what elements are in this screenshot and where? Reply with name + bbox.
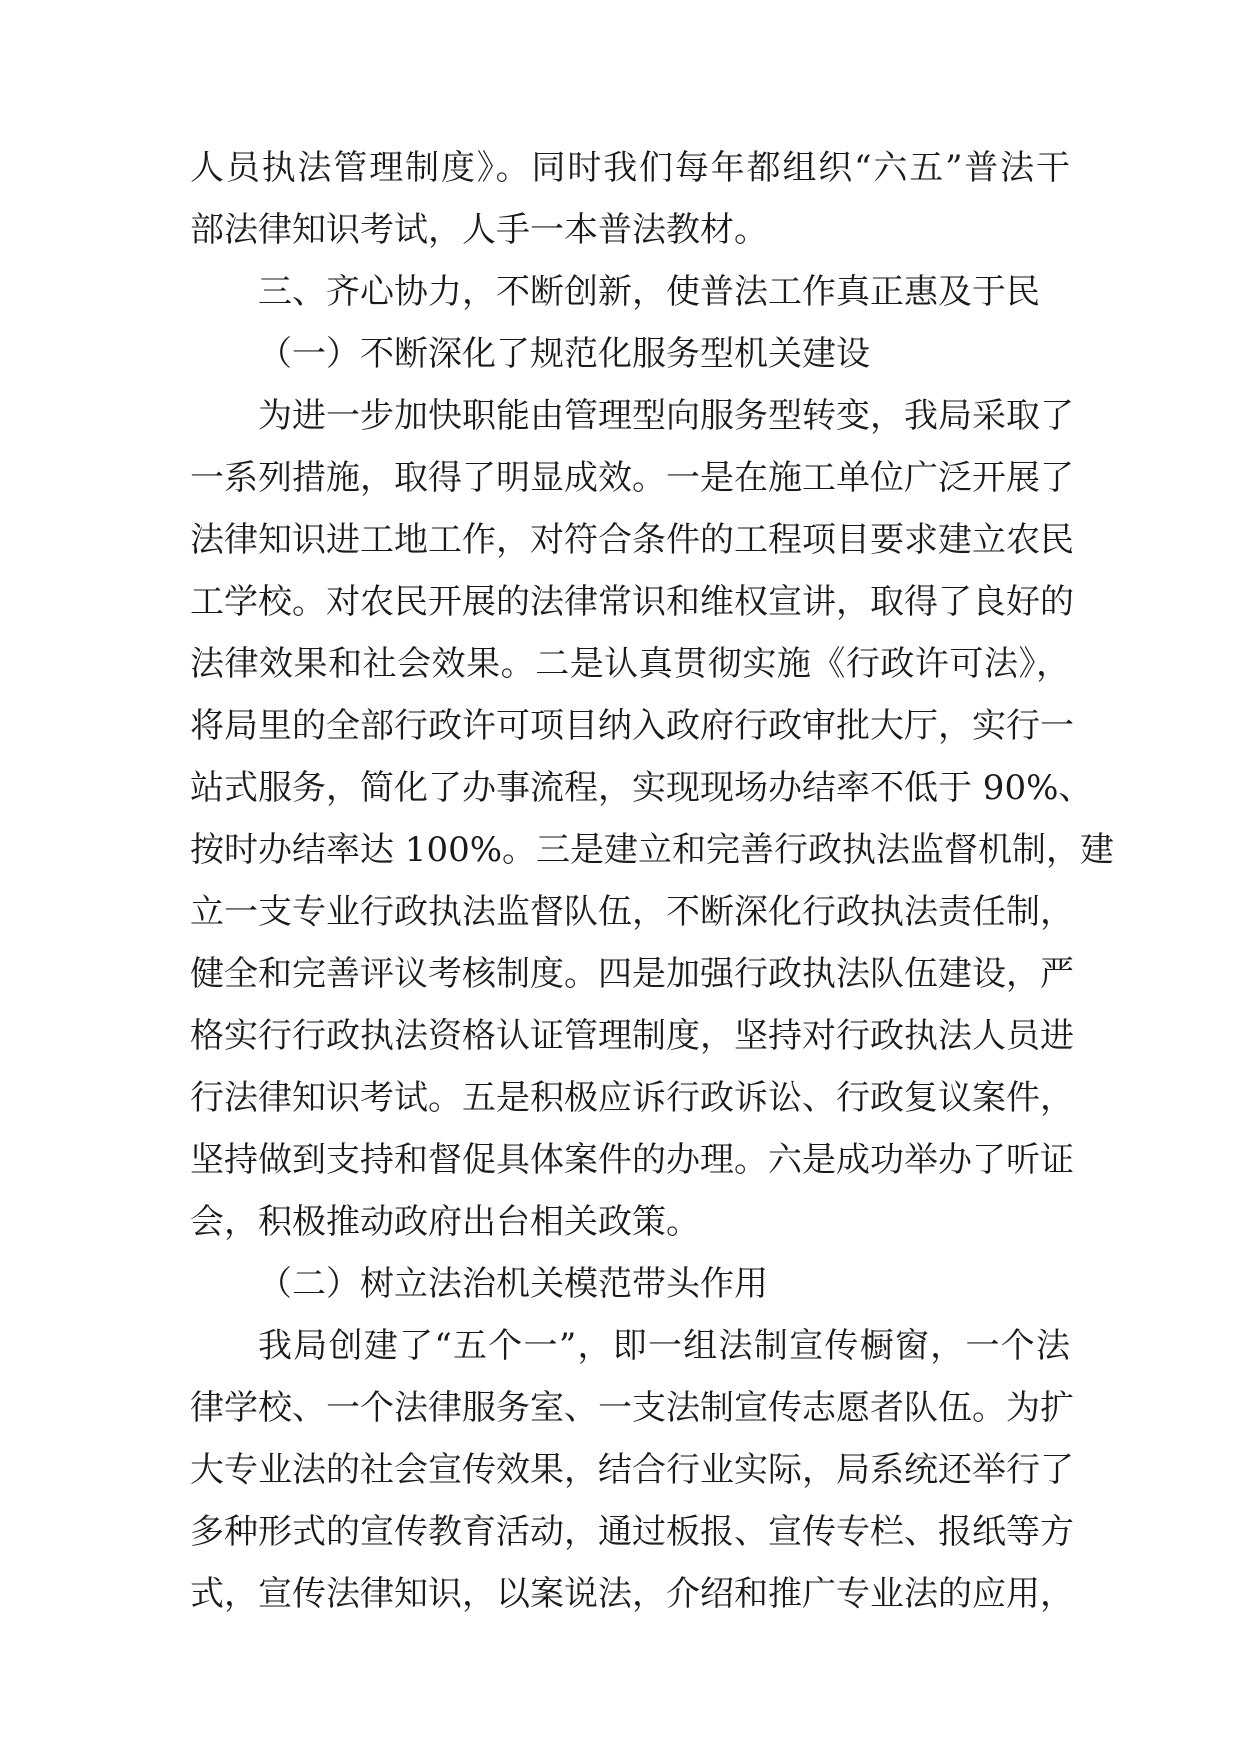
text-line: 将局里的全部行政许可项目纳入政府行政审批大厅，实行一 bbox=[190, 706, 1074, 746]
subsection-heading: （二）树立法治机关模范带头作用 bbox=[258, 1264, 768, 1304]
section-heading: 三、齐心协力，不断创新，使普法工作真正惠及于民 bbox=[258, 272, 1040, 312]
text-line: 一系列措施，取得了明显成效。一是在施工单位广泛开展了 bbox=[190, 458, 1074, 498]
text-line: 我局创建了“五个一”，即一组法制宣传橱窗，一个法 bbox=[258, 1326, 1070, 1366]
text-line: 按时办结率达 100%。三是建立和完善行政执法监督机制，建 bbox=[190, 830, 1115, 870]
text-line: 格实行行政执法资格认证管理制度，坚持对行政执法人员进 bbox=[190, 1016, 1074, 1056]
text-line: 大专业法的社会宣传效果，结合行业实际，局系统还举行了 bbox=[190, 1450, 1074, 1490]
text-line: 法律效果和社会效果。二是认真贯彻实施《行政许可法》， bbox=[190, 644, 1070, 684]
text-line: 站式服务，简化了办事流程，实现现场办结率不低于 90%、 bbox=[190, 768, 1093, 808]
text-line: 行法律知识考试。五是积极应诉行政诉讼、行政复议案件， bbox=[190, 1078, 1074, 1118]
text-line: 多种形式的宣传教育活动，通过板报、宣传专栏、报纸等方 bbox=[190, 1512, 1074, 1552]
text-line: 人员执法管理制度》。同时我们每年都组织“六五”普法干 bbox=[190, 148, 1070, 188]
text-line: 律学校、一个法律服务室、一支法制宣传志愿者队伍。为扩 bbox=[190, 1388, 1074, 1428]
text-line: 健全和完善评议考核制度。四是加强行政执法队伍建设，严 bbox=[190, 954, 1074, 994]
text-line: 法律知识进工地工作，对符合条件的工程项目要求建立农民 bbox=[190, 520, 1074, 560]
text-line: 式，宣传法律知识，以案说法，介绍和推广专业法的应用， bbox=[190, 1574, 1074, 1614]
text-line: 立一支专业行政执法监督队伍，不断深化行政执法责任制， bbox=[190, 892, 1074, 932]
text-line: 工学校。对农民开展的法律常识和维权宣讲，取得了良好的 bbox=[190, 582, 1074, 622]
text-line: 会，积极推动政府出台相关政策。 bbox=[190, 1202, 700, 1242]
subsection-heading: （一）不断深化了规范化服务型机关建设 bbox=[258, 334, 870, 374]
text-line: 部法律知识考试，人手一本普法教材。 bbox=[190, 210, 768, 250]
text-line: 坚持做到支持和督促具体案件的办理。六是成功举办了听证 bbox=[190, 1140, 1074, 1180]
text-line: 为进一步加快职能由管理型向服务型转变，我局采取了 bbox=[258, 396, 1074, 436]
